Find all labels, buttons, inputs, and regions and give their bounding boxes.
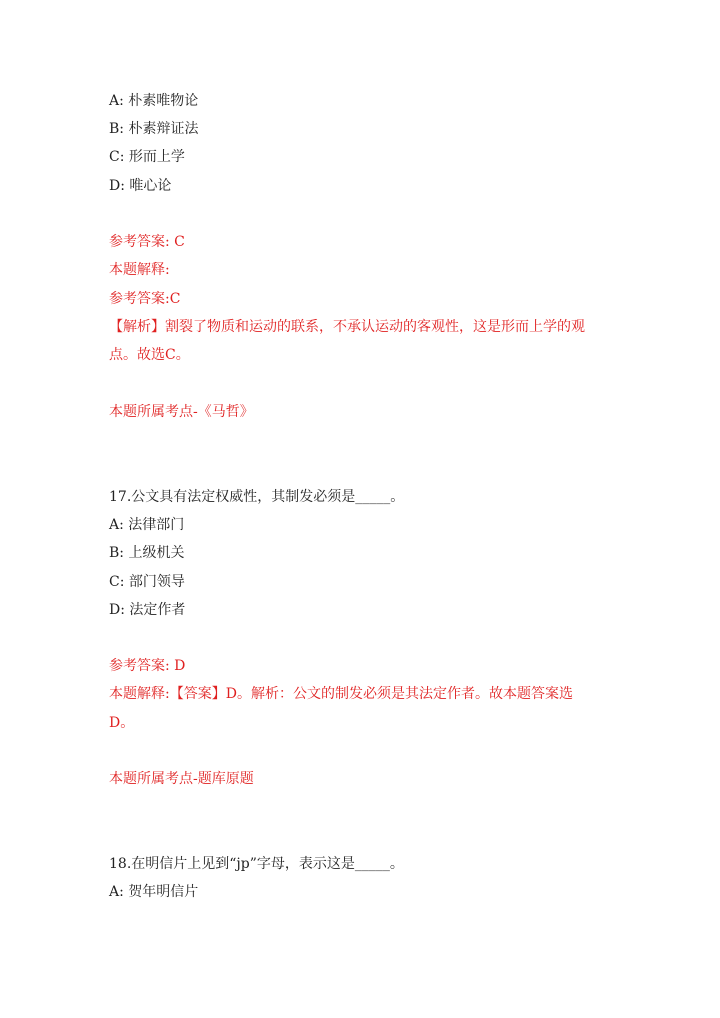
q16-option-b: [109, 119, 198, 139]
q17-topic: 本题所属考点-题库原题: [109, 771, 254, 787]
q17-option-b: [109, 543, 184, 563]
option-label: A:: [109, 884, 124, 900]
q18-option-a: [109, 882, 198, 902]
option-text: 部门领导: [128, 574, 185, 590]
option-label: C:: [109, 149, 125, 165]
option-text: 朴素唯物论: [128, 93, 199, 109]
q17-option-a: [109, 515, 184, 535]
option-label: A:: [109, 93, 124, 109]
option-label: A:: [109, 517, 124, 533]
option-text: 法定作者: [129, 602, 186, 618]
q17-option-d: [109, 600, 185, 620]
q16-option-c: [109, 147, 185, 167]
q17-option-c: [109, 572, 185, 592]
q17-question: 17.公文具有法定权威性，其制发必须是_____。: [109, 489, 405, 505]
option-label: C:: [109, 574, 125, 590]
option-label: D:: [109, 602, 125, 618]
q16-analysis-line1: 【解析】割裂了物质和运动的联系，不承认运动的客观性，这是形而上学的观: [109, 319, 585, 335]
q16-explain-label: 本题解释:: [109, 262, 170, 278]
q17-answer: 参考答案: D: [109, 658, 186, 674]
option-text: 形而上学: [128, 149, 185, 165]
option-label: B:: [109, 121, 125, 137]
option-text: 上级机关: [128, 545, 185, 561]
q16-option-d: [109, 176, 171, 196]
option-text: 唯心论: [129, 178, 172, 194]
q16-topic: 本题所属考点-《马哲》: [109, 404, 254, 420]
option-text: 贺年明信片: [128, 884, 199, 900]
q16-answer: 参考答案: C: [109, 234, 185, 250]
q16-answer-repeat: 参考答案:C: [109, 291, 181, 307]
q16-option-a: [109, 91, 198, 111]
q16-analysis-line2: 点。故选C。: [109, 347, 190, 363]
option-text: 朴素辩证法: [128, 121, 199, 137]
q17-explain-line1: 本题解释:【答案】D。解析：公文的制发必须是其法定作者。故本题答案选: [109, 686, 573, 702]
q17-explain-line2: D。: [109, 715, 135, 731]
option-label: B:: [109, 545, 125, 561]
q18-question: 18.在明信片上见到“jp”字母，表示这是_____。: [109, 856, 404, 872]
option-label: D:: [109, 178, 125, 194]
option-text: 法律部门: [128, 517, 185, 533]
